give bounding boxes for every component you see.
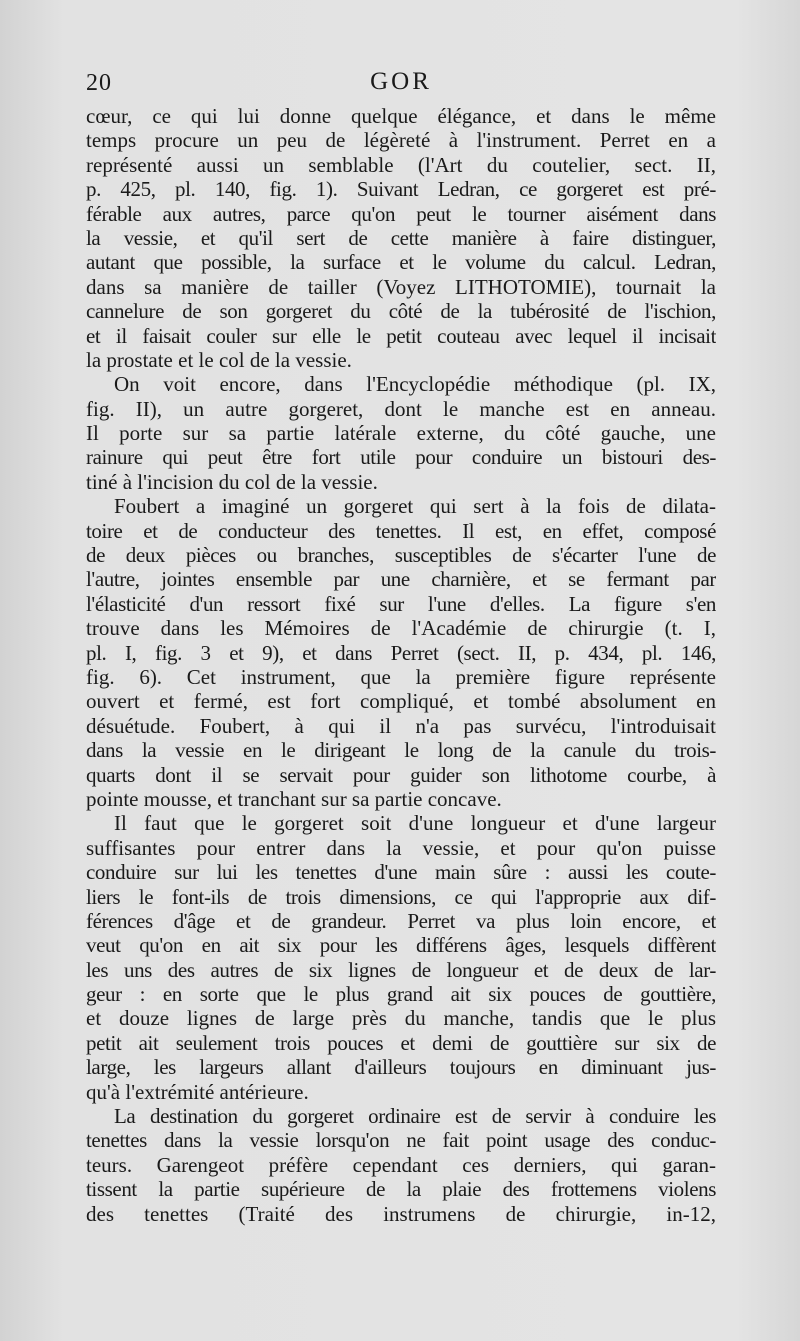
text-line: représenté aussi un semblable (l'Art du coutelier, sect. II, (86, 152, 716, 177)
text-line: la vessie, et qu'il sert de cette manière à faire distinguer, (86, 225, 716, 250)
text-line: petit ait seulement trois pouces et demi de gouttière sur six de (86, 1030, 716, 1055)
text-line: conduire sur lui les tenettes d'une main sûre : aussi les coute- (86, 860, 716, 885)
text-line: suffisantes pour entrer dans la vessie, et pour qu'on puisse (86, 835, 716, 860)
text-line: liers le font-ils de trois dimensions, ce qui l'approprie aux dif- (86, 884, 716, 909)
text-line: férences d'âge et de grandeur. Perret va plus loin encore, et (86, 908, 716, 933)
text-line: veut qu'on en ait six pour les différens âges, lesquels diffèrent (86, 933, 716, 958)
text-line: dans la vessie en le dirigeant le long de la canule du trois- (86, 738, 716, 763)
text-line: trouve dans les Mémoires de l'Académie de chirurgie (t. I, (86, 616, 716, 641)
text-line: tenettes dans la vessie lorsqu'on ne fait point usage des conduc- (86, 1128, 716, 1153)
text-line: cœur, ce qui lui donne quelque élégance, et dans le même (86, 104, 716, 128)
text-line: et douze lignes de large près du manche, tandis que le plus (86, 1006, 716, 1031)
text-line: cannelure de son gorgeret du côté de la tubérosité de l'ischion, (86, 299, 716, 324)
text-line: tiné à l'incision du col de la vessie. (86, 469, 378, 494)
text-line: temps procure un peu de légèreté à l'instrument. Perret en a (86, 128, 716, 153)
text-line: Il porte sur sa partie latérale externe, du côté gauche, une (86, 421, 716, 446)
text-line: teurs. Garengeot préfère cependant ces derniers, qui garan- (86, 1152, 716, 1177)
text-line: de deux pièces ou branches, susceptibles de s'écarter l'une de (86, 543, 716, 568)
text-line: qu'à l'extrémité antérieure. (86, 1079, 309, 1104)
text-line: et il faisait couler sur elle le petit couteau avec lequel il incisait (86, 323, 716, 348)
text-line: toire et de conducteur des tenettes. Il est, en effet, composé (86, 518, 716, 543)
text-line: férable aux autres, parce qu'on peut le tourner aisément dans (86, 201, 716, 226)
text-line: large, les largeurs allant d'ailleurs toujours en diminuant jus- (86, 1055, 716, 1080)
text-line: fig. 6). Cet instrument, que la première figure représente (86, 664, 716, 689)
text-line: On voit encore, dans l'Encyclopédie méthodique (pl. IX, (114, 372, 716, 397)
text-line: les uns des autres de six lignes de longueur et de deux de lar- (86, 957, 716, 982)
text-line: autant que possible, la surface et le volume du calcul. Ledran, (86, 250, 716, 275)
text-line: fig. II), un autre gorgeret, dont le manche est en anneau. (86, 396, 716, 421)
paragraph (86, 811, 716, 1104)
text-line: la prostate et le col de la vessie. (86, 347, 352, 372)
body-text (86, 104, 716, 1226)
text-line: l'autre, jointes ensemble par une charnière, et se fermant par (86, 567, 716, 592)
text-line: ouvert et fermé, est fort compliqué, et tombé absolument en (86, 689, 716, 714)
paragraph (86, 1104, 716, 1226)
running-head: GOR (370, 68, 432, 95)
page-number: 20 (86, 70, 112, 96)
text-line: Foubert a imaginé un gorgeret qui sert à la fois de dilata- (114, 494, 716, 519)
text-line: La destination du gorgeret ordinaire est de servir à conduire les (114, 1104, 716, 1129)
text-line: quarts dont il se servait pour guider son lithotome courbe, à (86, 762, 716, 787)
text-line: p. 425, pl. 140, fig. 1). Suivant Ledran, ce gorgeret est pré- (86, 177, 716, 202)
text-line: tissent la partie supérieure de la plaie des frottemens violens (86, 1177, 716, 1202)
text-line: dans sa manière de tailler (Voyez LITHOTOMIE), tournait la (86, 274, 716, 299)
text-line: Il faut que le gorgeret soit d'une longueur et d'une largeur (114, 811, 716, 836)
page-header (86, 66, 716, 100)
text-line: rainure qui peut être fort utile pour conduire un bistouri des- (86, 445, 716, 470)
text-line: geur : en sorte que le plus grand ait six pouces de gouttière, (86, 982, 716, 1007)
text-line: pointe mousse, et tranchant sur sa partie concave. (86, 786, 502, 811)
text-line: pl. I, fig. 3 et 9), et dans Perret (sect. II, p. 434, pl. 146, (86, 640, 716, 665)
paragraph (86, 494, 716, 811)
text-line: désuétude. Foubert, à qui il n'a pas survécu, l'introduisait (86, 713, 716, 738)
text-line: l'élasticité d'un ressort fixé sur l'une d'elles. La figure s'en (86, 591, 716, 616)
paragraph (86, 104, 716, 372)
paragraph (86, 372, 716, 494)
text-line: des tenettes (Traité des instrumens de chirurgie, in-12, (86, 1201, 716, 1226)
